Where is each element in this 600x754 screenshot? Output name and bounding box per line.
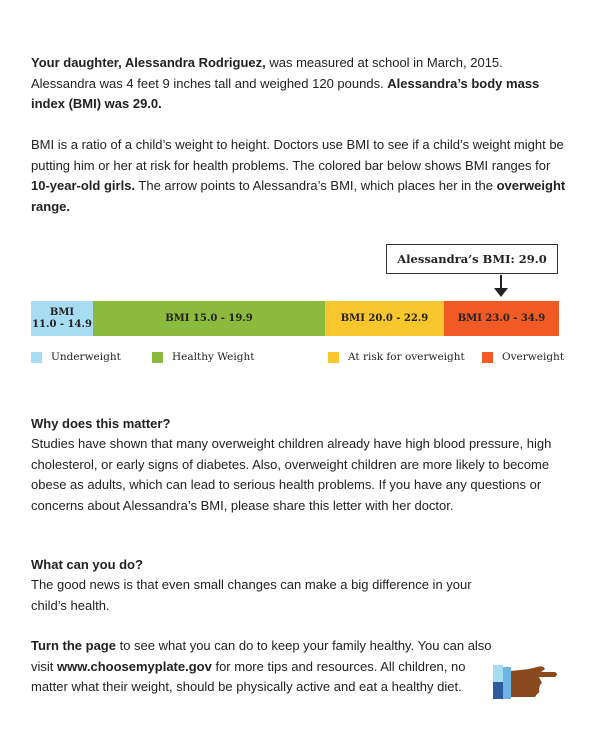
what-heading: What can you do? — [31, 557, 143, 572]
bmi-callout: Alessandra’s BMI: 29.0 — [386, 244, 558, 274]
choosemyplate-link[interactable]: www.choosemyplate.gov — [57, 658, 212, 674]
explain-paragraph — [31, 135, 571, 217]
legend-label-overweight: Overweight — [502, 351, 565, 363]
pointing-hand-icon — [493, 663, 559, 701]
turn-page-text-2: for more tips and resources. All children, no matter what their weight, should be physically active and eat a healthy diet. — [31, 658, 466, 694]
legend-overweight — [482, 351, 564, 363]
bar-overweight-label: BMI 23.0 - 34.9 — [457, 312, 546, 324]
height-weight-text: Alessandra was 4 feet 9 inches tall and weighed 120 pounds. — [31, 75, 388, 91]
legend-label-at-risk: At risk for overweight — [348, 351, 465, 363]
measured-text: was measured at school in March, 2015. — [265, 55, 503, 70]
why-heading: Why does this matter? — [31, 416, 171, 431]
bar-underweight-label — [32, 307, 92, 331]
legend-at-risk — [328, 351, 465, 363]
age-group-text: 10-year-old girls. — [31, 178, 136, 193]
bmi-result-text: Alessandra’s body mass index (BMI) was 29.0. — [31, 75, 540, 111]
child-name-text: Your daughter, Alessandra Rodriguez, — [31, 55, 266, 70]
bar-at-risk-label: BMI 20.0 - 22.9 — [340, 312, 429, 324]
bar-at-risk — [325, 301, 444, 336]
bar-healthy-label: BMI 15.0 - 19.9 — [165, 312, 253, 324]
legend-swatch-overweight — [482, 352, 493, 363]
bar-overweight — [444, 301, 559, 336]
bar-underweight-label-line2: 11.0 - 14.9 — [32, 318, 92, 330]
bar-underweight-label-line1: BMI — [49, 306, 75, 318]
legend-swatch-at-risk — [328, 352, 339, 363]
explain-text-2: The arrow points to Alessandra’s BMI, which places her in the — [135, 178, 497, 193]
why-body: Studies have shown that many overweight children already have high blood pressure, high cholesterol, or early signs of diabetes. Also, overweight children are more likely to become obese as adults, which can lead to serious health problems. If you have any questions or concerns about Alessandra’s BMI, please share this letter with her doctor. — [31, 436, 552, 513]
range-result-text: overweight range. — [31, 178, 566, 214]
intro-paragraph — [31, 53, 571, 115]
bmi-arrow-head — [494, 288, 508, 297]
explain-text-1: BMI is a ratio of a child’s weight to height. Doctors use BMI to see if a child’s weight might be putting him or her at risk for health problems. The colored bar below shows BMI ranges for — [31, 137, 564, 173]
legend-underweight — [31, 351, 121, 363]
legend-healthy — [152, 351, 254, 363]
turn-page-link[interactable]: Turn the page — [31, 638, 116, 653]
legend-label-underweight: Underweight — [51, 351, 121, 363]
turn-page-paragraph — [31, 636, 501, 698]
legend-swatch-healthy — [152, 352, 163, 363]
legend-label-healthy: Healthy Weight — [172, 351, 255, 363]
turn-page-text-1: to see what you can do to keep your family healthy. You can also visit — [31, 638, 492, 674]
bar-underweight — [31, 301, 93, 336]
legend-swatch-underweight — [31, 352, 42, 363]
what-body: The good news is that even small changes can make a big difference in your child’s health. — [31, 577, 472, 613]
bar-healthy — [93, 301, 325, 336]
